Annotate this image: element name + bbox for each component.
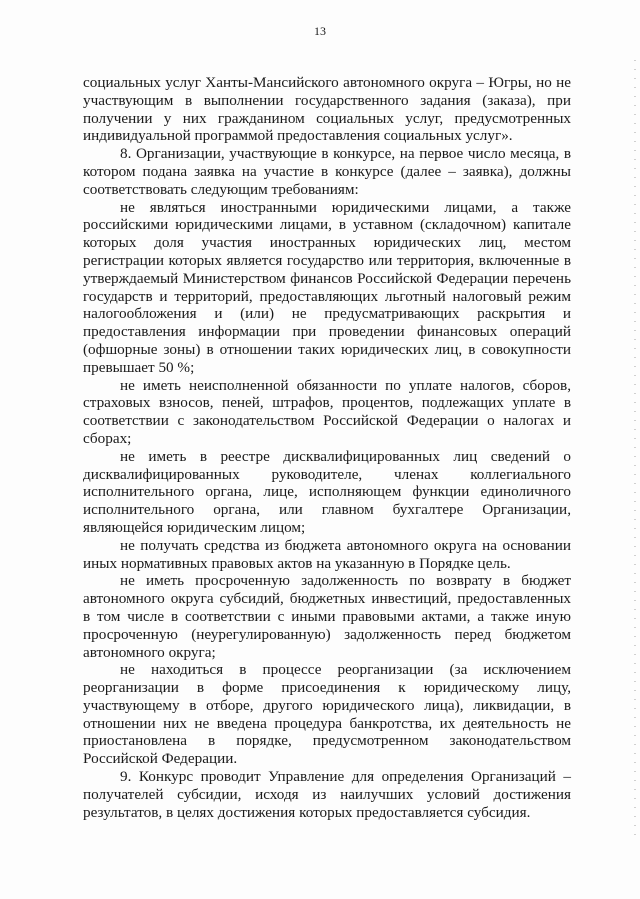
paragraph-item-8: 8. Организации, участвующие в конкурсе, на первое число месяца, в котором подана заявка на участие в конкурсе (далее – заявка), должны соответствовать следующим требованиям: [83,145,571,198]
scan-margin-artifact [634,60,636,840]
paragraph-requirement-no-budget-funds: не получать средства из бюджета автономного округа на основании иных нормативных правовых актов на указанную в Порядке цель. [83,536,571,572]
paragraph-requirement-no-reorganization: не находиться в процессе реорганизации (за исключением реорганизации в форме присоединения к юридическому лицу, участвующему в отборе, другого юридического лица), ликвидации, в отношении них не введена процедура банкротства, их деятельность не приостановлена в порядке, предусмотренном законодательством Российской Федерации. [83,661,571,768]
page-number: 13 [314,24,326,38]
paragraph-continuation: социальных услуг Ханты-Мансийского автономного округа – Югры, но не участвующим в выполнении государственного задания (заказа), при получении у них гражданином социальных услуг, предусмотренных индивидуальной программой предоставления социальных услуг». [83,74,571,145]
paragraph-requirement-foreign-entities: не являться иностранными юридическими лицами, а также российскими юридическими лицами, в уставном (складочном) капитале которых доля участия иностранных юридических лиц, местом регистрации которых является государство или территория, включенные в утверждаемый Министерством финансов Российской Федерации перечень государств и территорий, предоставляющих льготный налоговый режим налогообложения и (или) не предусматривающих раскрытия и предоставления информации при проведении финансовых операций (офшорные зоны) в отношении таких юридических лиц, в совокупности превышает 50 %; [83,198,571,376]
paragraph-requirement-disqualified-persons: не иметь в реестре дисквалифицированных лиц сведений о дисквалифицированных руководителе, членах коллегиального исполнительного органа, лице, исполняющем функции единоличного исполнительного органа, или главном бухгалтере Организации, являющейся юридическим лицом; [83,447,571,536]
paragraph-item-9: 9. Конкурс проводит Управление для определения Организаций – получателей субсидии, исходя из наилучших условий достижения результатов, в целях достижения которых предоставляется субсидия. [83,768,571,821]
paragraph-requirement-no-overdue-debt: не иметь просроченную задолженность по возврату в бюджет автономного округа субсидий, бюджетных инвестиций, предоставленных в том числе в соответствии с иными правовыми актами, а также иную просроченную (неурегулированную) задолженность перед бюджетом автономного округа; [83,572,571,661]
paragraph-requirement-tax-obligations: не иметь неисполненной обязанности по уплате налогов, сборов, страховых взносов, пеней, штрафов, процентов, подлежащих уплате в соответствии с законодательством Российской Федерации о налогах и сборах; [83,376,571,447]
document-body [83,74,571,821]
